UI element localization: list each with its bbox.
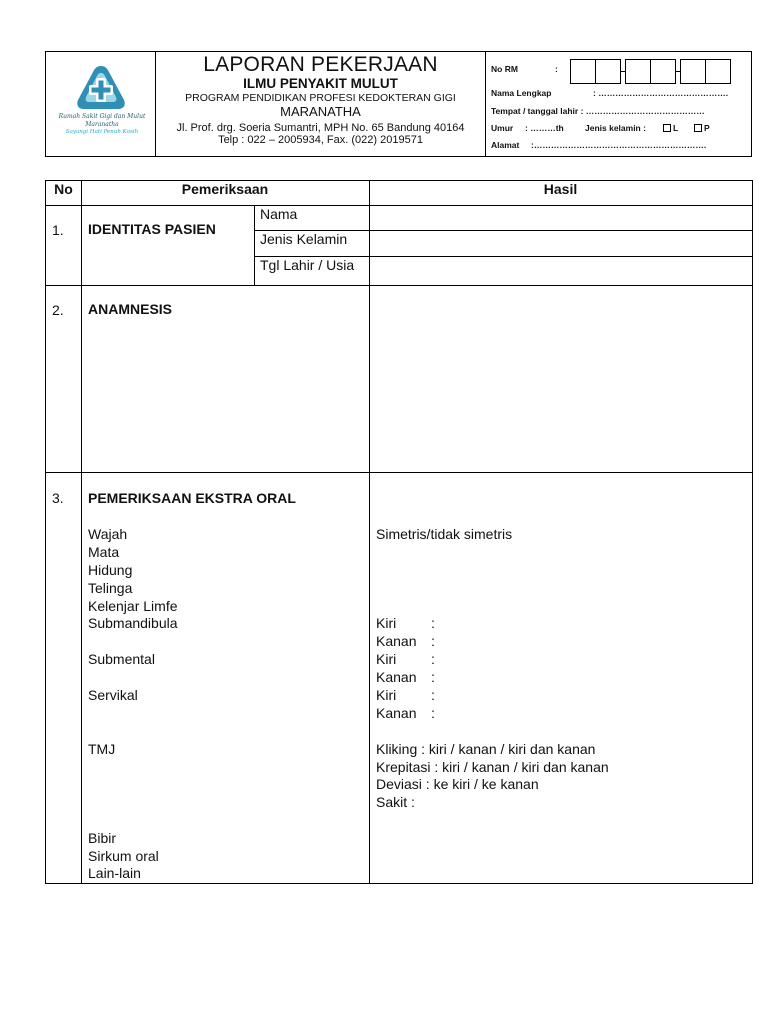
no-rm-row (491, 64, 558, 74)
no-rm-colon: : (555, 64, 558, 74)
patient-id-cell (486, 52, 751, 156)
result-tmj-kliking: Kliking : kiri / kanan / kiri dan kanan (376, 741, 596, 757)
alamat-label: Alamat (491, 140, 520, 150)
exam-item-wajah: Wajah (88, 526, 128, 542)
result-colon: : (431, 651, 435, 667)
logo-tagline: Sayangi Hati Penuh Kasih (65, 129, 139, 135)
row-divider-section2 (46, 472, 752, 473)
rm-digit-box[interactable] (570, 59, 596, 84)
row-divider-section1 (46, 285, 752, 286)
col-divider-no (81, 181, 82, 883)
tempat-field[interactable]: Tempat / tanggal lahir : …………………………………… (491, 106, 705, 116)
result-tmj-krepitasi: Krepitasi : kiri / kanan / kiri dan kanan (376, 759, 609, 775)
checkbox-p[interactable] (694, 124, 702, 132)
col-divider-hasil (369, 181, 370, 883)
exam-item-sirkum-oral: Sirkum oral (88, 848, 159, 864)
jk-l-label: L (673, 123, 679, 133)
section1-title: IDENTITAS PASIEN (88, 221, 216, 237)
examination-table (45, 180, 753, 884)
result-submandibula-kiri: Kiri (376, 615, 397, 631)
header-pemeriksaan: Pemeriksaan (181, 181, 269, 197)
result-tmj-deviasi: Deviasi : ke kiri / ke kanan (376, 776, 539, 792)
result-colon: : (431, 633, 435, 649)
report-title: LAPORAN PEKERJAAN (203, 53, 438, 76)
identity-field-jenis-kelamin: Jenis Kelamin (260, 231, 348, 247)
result-servikal-kanan: Kanan (376, 705, 417, 721)
result-submental-kiri: Kiri (376, 651, 397, 667)
result-colon: : (431, 687, 435, 703)
result-submental-kanan: Kanan (376, 669, 417, 685)
col-divider-identity-fields (254, 205, 255, 285)
result-colon: : (431, 705, 435, 721)
no-rm-boxes (570, 59, 730, 84)
nama-field[interactable]: : ………………………………………. (593, 88, 729, 98)
exam-item-lain-lain: Lain-lain (88, 865, 141, 881)
result-colon: : (431, 615, 435, 631)
jk-option-p[interactable] (694, 123, 710, 133)
exam-item-tmj: TMJ (88, 741, 116, 757)
program-name: PROGRAM PENDIDIKAN PROFESI KEDOKTERAN GIGI (185, 92, 456, 104)
section1-no: 1. (52, 222, 64, 238)
result-colon: : (431, 669, 435, 685)
identity-field-nama: Nama (260, 206, 298, 222)
tempat-row (491, 106, 705, 116)
logo-text-line2: Maranatha (85, 121, 119, 128)
exam-item-servikal: Servikal (88, 687, 138, 703)
nama-label: Nama Lengkap (491, 88, 552, 98)
logo-cell (46, 52, 156, 156)
alamat-field[interactable]: :……………………………………………………. (531, 140, 707, 150)
section2-no: 2. (52, 302, 64, 318)
exam-item-mata: Mata (88, 544, 120, 560)
exam-item-telinga: Telinga (88, 580, 133, 596)
section3-no: 3. (52, 490, 64, 506)
jk-label: Jenis kelamin : (585, 123, 646, 133)
rm-digit-box[interactable] (680, 59, 706, 84)
exam-item-kelenjar-limfe: Kelenjar Limfe (88, 598, 178, 614)
institution-name: MARANATHA (280, 104, 361, 119)
header-no: No (54, 181, 73, 197)
exam-item-submental: Submental (88, 651, 155, 667)
section2-title: ANAMNESIS (88, 301, 173, 317)
section3-title: PEMERIKSAAN EKSTRA ORAL (88, 490, 296, 506)
rm-digit-box[interactable] (595, 59, 621, 84)
result-wajah: Simetris/tidak simetris (376, 526, 513, 542)
result-tmj-sakit: Sakit : (376, 794, 415, 810)
exam-item-hidung: Hidung (88, 562, 133, 578)
report-header (45, 51, 752, 157)
header-hasil: Hasil (543, 181, 578, 197)
jk-option-l[interactable] (663, 123, 678, 133)
rm-digit-box[interactable] (625, 59, 651, 84)
checkbox-l[interactable] (663, 124, 671, 132)
rm-digit-box[interactable] (650, 59, 676, 84)
umur-label: Umur (491, 123, 514, 133)
institution-phone: Telp : 022 – 2005934, Fax. (022) 2019571 (218, 134, 423, 146)
exam-item-bibir: Bibir (88, 830, 117, 846)
result-submandibula-kanan: Kanan (376, 633, 417, 649)
nama-row (491, 88, 729, 98)
result-servikal-kiri: Kiri (376, 687, 397, 703)
logo-text-line1: Rumah Sakit Gigi dan Mulut (58, 113, 146, 120)
umur-field[interactable]: : ………th (525, 123, 564, 133)
alamat-row (491, 140, 707, 150)
exam-item-submandibula: Submandibula (88, 615, 178, 631)
rm-digit-box[interactable] (705, 59, 731, 84)
identity-field-tgl-lahir: Tgl Lahir / Usia (260, 257, 355, 273)
row-divider-header (46, 205, 752, 206)
no-rm-label: No RM (491, 64, 518, 74)
umur-row (491, 123, 710, 133)
hospital-logo-icon (74, 64, 128, 112)
report-subtitle: ILMU PENYAKIT MULUT (243, 76, 398, 91)
jk-p-label: P (704, 123, 710, 133)
title-cell (156, 52, 486, 156)
institution-address: Jl. Prof. drg. Soeria Sumantri, MPH No. 65 Bandung 40164 (176, 122, 465, 134)
